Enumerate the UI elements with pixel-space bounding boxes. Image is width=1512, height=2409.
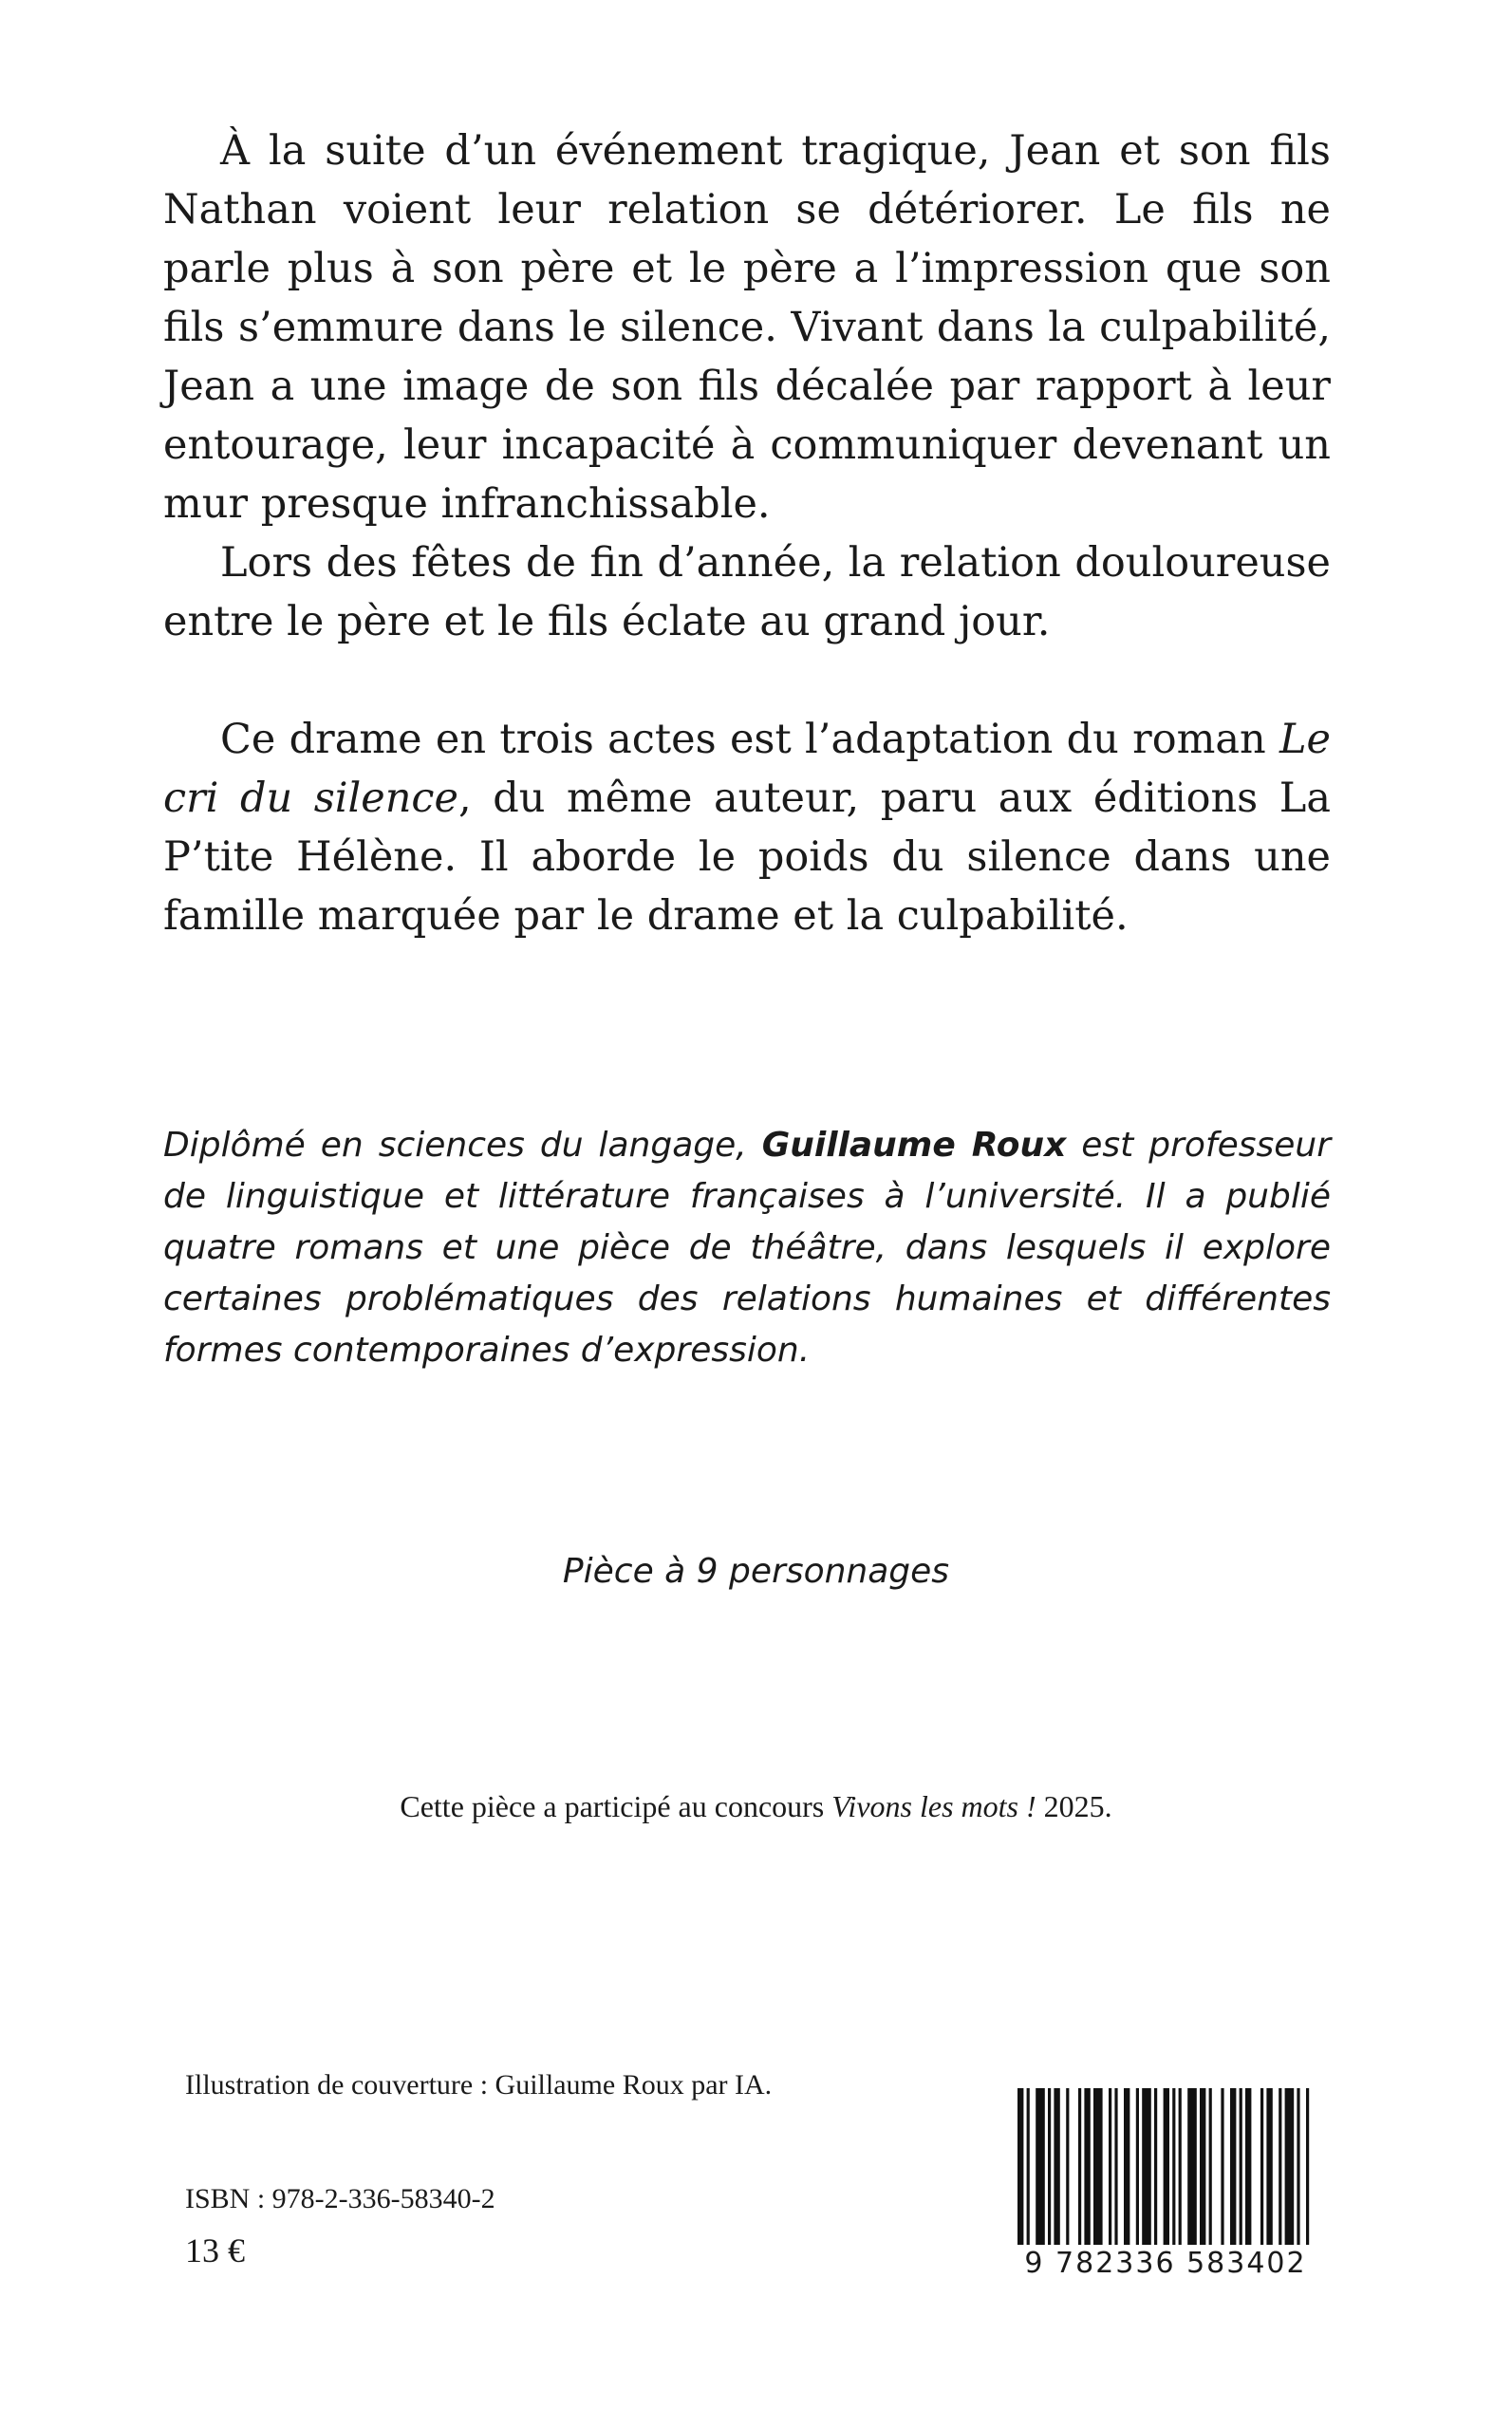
- barcode-bar: [1048, 2088, 1051, 2254]
- barcode-bar: [1187, 2088, 1197, 2254]
- isbn-barcode: [1014, 2088, 1317, 2292]
- barcode-bar: [1136, 2088, 1139, 2254]
- synopsis-p3-end: , du même auteur, paru aux éditions La P’tite Hélène. Il aborde le poids du silence dans une famille marquée par le drame et la culpabilité.: [163, 775, 1331, 940]
- author-bio-end: est professeur de linguistique et littérature françaises à l’université. Il a publié quatre romans et une pièce de théâtre, dans lesquels il explore certaines problématiques des relations humaines et différentes formes contemporaines d’expression.: [163, 1126, 1332, 1370]
- contest-note: [0, 1789, 1512, 1824]
- novel-title: Le cri du silence: [163, 716, 1331, 822]
- synopsis: [163, 121, 1331, 945]
- barcode-bar: [1209, 2088, 1212, 2254]
- barcode-bar: [1285, 2088, 1295, 2254]
- author-name: Guillaume Roux: [761, 1126, 1067, 1165]
- synopsis-paragraph-2: Lors des fêtes de fin d’année, la relation douloureuse entre le père et le fils éclate au grand jour.: [163, 539, 1331, 645]
- barcode-bar: [1017, 2088, 1023, 2254]
- synopsis-p3-start: Ce drame en trois actes est l’adaptation du roman: [220, 716, 1279, 763]
- author-bio-start: Diplômé en sciences du langage,: [163, 1126, 762, 1165]
- barcode-bar: [1066, 2088, 1069, 2254]
- barcode-bar: [1221, 2088, 1223, 2254]
- barcode-bar: [1154, 2088, 1157, 2254]
- barcode-bar: [1124, 2088, 1129, 2254]
- barcode-bar: [1054, 2088, 1059, 2254]
- barcode-bar: [1036, 2088, 1045, 2254]
- author-bio: [163, 1120, 1331, 1376]
- character-count: Pièce à 9 personnages: [562, 1552, 950, 1591]
- barcode-bar: [1179, 2088, 1182, 2254]
- contest-note-end: 2025.: [1036, 1789, 1112, 1823]
- illustration-credit: Illustration de couverture : Guillaume Roux par IA.: [185, 2069, 773, 2101]
- barcode-bar: [1306, 2088, 1309, 2254]
- barcode-bar: [1172, 2088, 1175, 2254]
- barcode-bar: [1164, 2088, 1169, 2254]
- barcode-bar: [1093, 2088, 1103, 2254]
- barcode-bar: [1279, 2088, 1281, 2254]
- isbn: ISBN : 978-2-336-58340-2: [185, 2183, 495, 2214]
- barcode-bar: [1266, 2088, 1272, 2254]
- barcode-bar: [1114, 2088, 1117, 2254]
- barcode-bar: [1027, 2088, 1030, 2254]
- barcode-bar: [1260, 2088, 1263, 2254]
- barcode-bar: [1245, 2088, 1251, 2254]
- contest-note-start: Cette pièce a participé au concours: [400, 1789, 832, 1823]
- barcode-bar: [1230, 2088, 1236, 2254]
- barcode-bar: [1240, 2088, 1242, 2254]
- barcode-bar: [1078, 2088, 1081, 2254]
- barcode-bar: [1297, 2088, 1299, 2254]
- barcode-bar: [1109, 2088, 1111, 2254]
- price: 13 €: [185, 2232, 245, 2269]
- contest-name: Vivons les mots !: [831, 1789, 1036, 1823]
- barcode-bars: [1014, 2088, 1317, 2254]
- barcode-digits: 9 782336 583402: [1014, 2245, 1317, 2283]
- synopsis-paragraph-3: [163, 710, 1331, 945]
- barcode-bar: [1200, 2088, 1205, 2254]
- barcode-bar: [1084, 2088, 1090, 2254]
- barcode-bar: [1142, 2088, 1151, 2254]
- synopsis-paragraph-1: À la suite d’un événement tragique, Jean et son fils Nathan voient leur relation se détériorer. Le fils ne parle plus à son père et le père a l’impression que son fils s’emmure dans le silence. Vivant dans la culpabilité, Jean a une image de son fils décalée par rapport à leur entourage, leur incapacité à communiquer devenant un mur presque infranchissable.: [163, 127, 1331, 528]
